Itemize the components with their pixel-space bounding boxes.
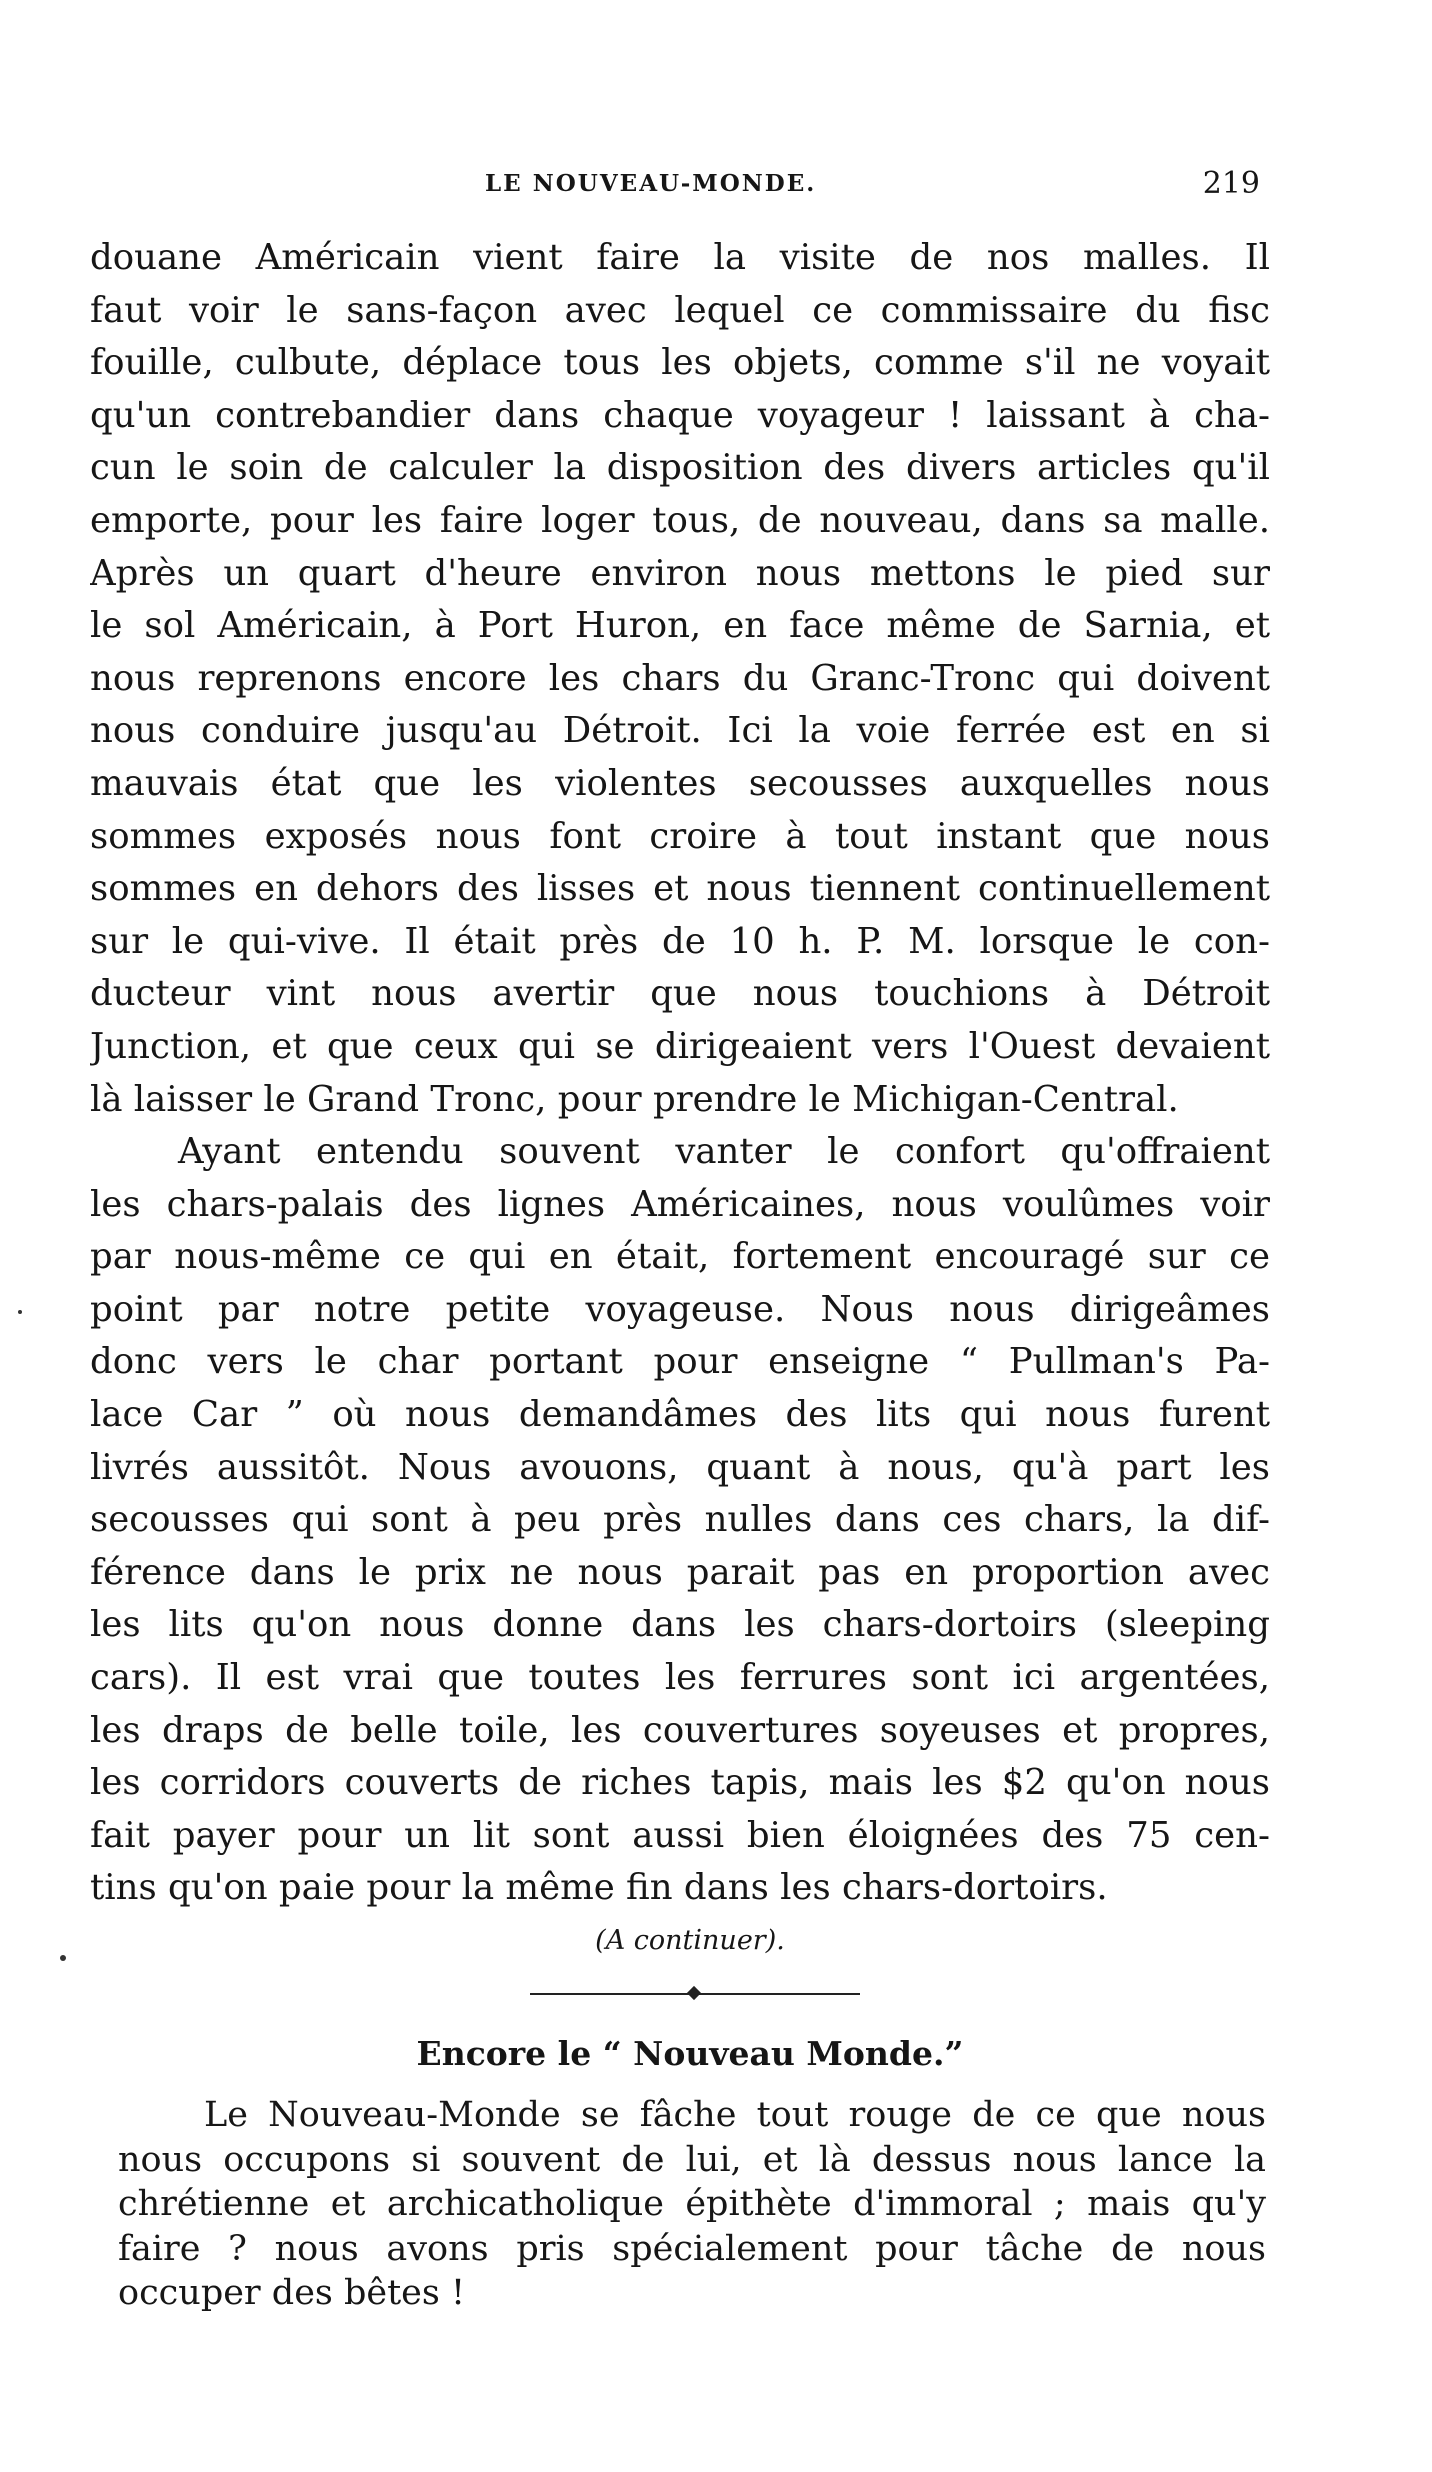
ink-speck (60, 1955, 66, 1961)
text-line: sommes exposés nous font croire à tout instant que nous (90, 815, 1270, 857)
text-line: fait payer pour un lit sont aussi bien éloignées des 75 cen- (90, 1814, 1270, 1856)
text-line: tins qu'on paie pour la même fin dans les chars-dortoirs. (90, 1867, 1108, 1909)
text-line: mauvais état que les violentes secousses auxquelles nous (90, 762, 1270, 804)
text-line: qu'un contrebandier dans chaque voyageur ! laissant à cha- (90, 394, 1270, 436)
text-line: faire ? nous avons pris spécialement pour tâche de nous (118, 2228, 1266, 2269)
text-line: les lits qu'on nous donne dans les chars-dortoirs (sleeping (90, 1604, 1270, 1646)
running-title: LE NOUVEAU-MONDE. (485, 170, 817, 197)
text-line: Le Nouveau-Monde se fâche tout rouge de ce que nous (204, 2095, 1266, 2135)
text-line: nous occupons si souvent de lui, et là dessus nous lance la (118, 2139, 1266, 2180)
text-line: lace Car ” où nous demandâmes des lits qui nous furent (90, 1394, 1270, 1436)
text-line: les chars-palais des lignes Américaines, nous voulûmes voir (90, 1183, 1270, 1225)
text-line: cun le soin de calculer la disposition des divers articles qu'il (90, 447, 1270, 489)
text-line: cars). Il est vrai que toutes les ferrures sont ici argentées, (90, 1657, 1270, 1699)
ink-speck (18, 1310, 22, 1314)
text-line: sur le qui-vive. Il était près de 10 h. P. M. lorsque le con- (90, 920, 1270, 962)
text-line: férence dans le prix ne nous parait pas en proportion avec (90, 1551, 1270, 1593)
page-header (90, 166, 1270, 210)
text-line: nous conduire jusqu'au Détroit. Ici la voie ferrée est en si (90, 710, 1270, 752)
section-text (118, 2093, 1266, 2316)
text-line: Junction, et que ceux qui se dirigeaient vers l'Ouest devaient (90, 1025, 1270, 1067)
section-heading: Encore le “ Nouveau Monde.” (416, 2034, 964, 2073)
text-line: douane Américain vient faire la visite de nos malles. Il (90, 237, 1270, 278)
text-line: Après un quart d'heure environ nous mettons le pied sur (90, 552, 1270, 594)
text-line: faut voir le sans-façon avec lequel ce commissaire du fisc (90, 289, 1270, 331)
text-line: point par notre petite voyageuse. Nous nous dirigeâmes (90, 1288, 1270, 1330)
text-line: secousses qui sont à peu près nulles dans ces chars, la dif- (90, 1499, 1270, 1541)
text-line: nous reprenons encore les chars du Granc-Tronc qui doivent (90, 657, 1270, 699)
text-line: donc vers le char portant pour enseigne “ Pullman's Pa- (90, 1341, 1270, 1383)
text-line: occuper des bêtes ! (118, 2273, 466, 2313)
text-line: les draps de belle toile, les couvertures soyeuses et propres, (90, 1709, 1270, 1751)
text-line: les corridors couverts de riches tapis, mais les $2 qu'on nous (90, 1762, 1270, 1804)
text-line: là laisser le Grand Tronc, pour prendre le Michigan-Central. (90, 1078, 1179, 1120)
text-line: emporte, pour les faire loger tous, de nouveau, dans sa malle. (90, 499, 1270, 541)
paragraph-1 (90, 232, 1270, 1126)
text-line: sommes en dehors des lisses et nous tiennent continuellement (90, 868, 1270, 910)
text-line: le sol Américain, à Port Huron, en face même de Sarnia, et (90, 605, 1270, 647)
text-line: Ayant entendu souvent vanter le confort qu'offraient (178, 1131, 1270, 1173)
text-line: ducteur vint nous avertir que nous touchions à Détroit (90, 973, 1270, 1015)
text-line: fouille, culbute, déplace tous les objets, comme s'il ne voyait (90, 342, 1270, 384)
paragraph-2 (90, 1126, 1270, 1915)
continuation-note: (A continuer). (595, 1925, 785, 1956)
text-line: livrés aussitôt. Nous avouons, quant à nous, qu'à part les (90, 1446, 1270, 1488)
divider-ornament (687, 1986, 701, 2000)
main-text (90, 232, 1270, 1915)
page-number: 219 (1202, 166, 1260, 201)
text-line: chrétienne et archicatholique épithète d'immoral ; mais qu'y (118, 2184, 1266, 2224)
text-line: par nous-même ce qui en était, fortement encouragé sur ce (90, 1236, 1270, 1278)
